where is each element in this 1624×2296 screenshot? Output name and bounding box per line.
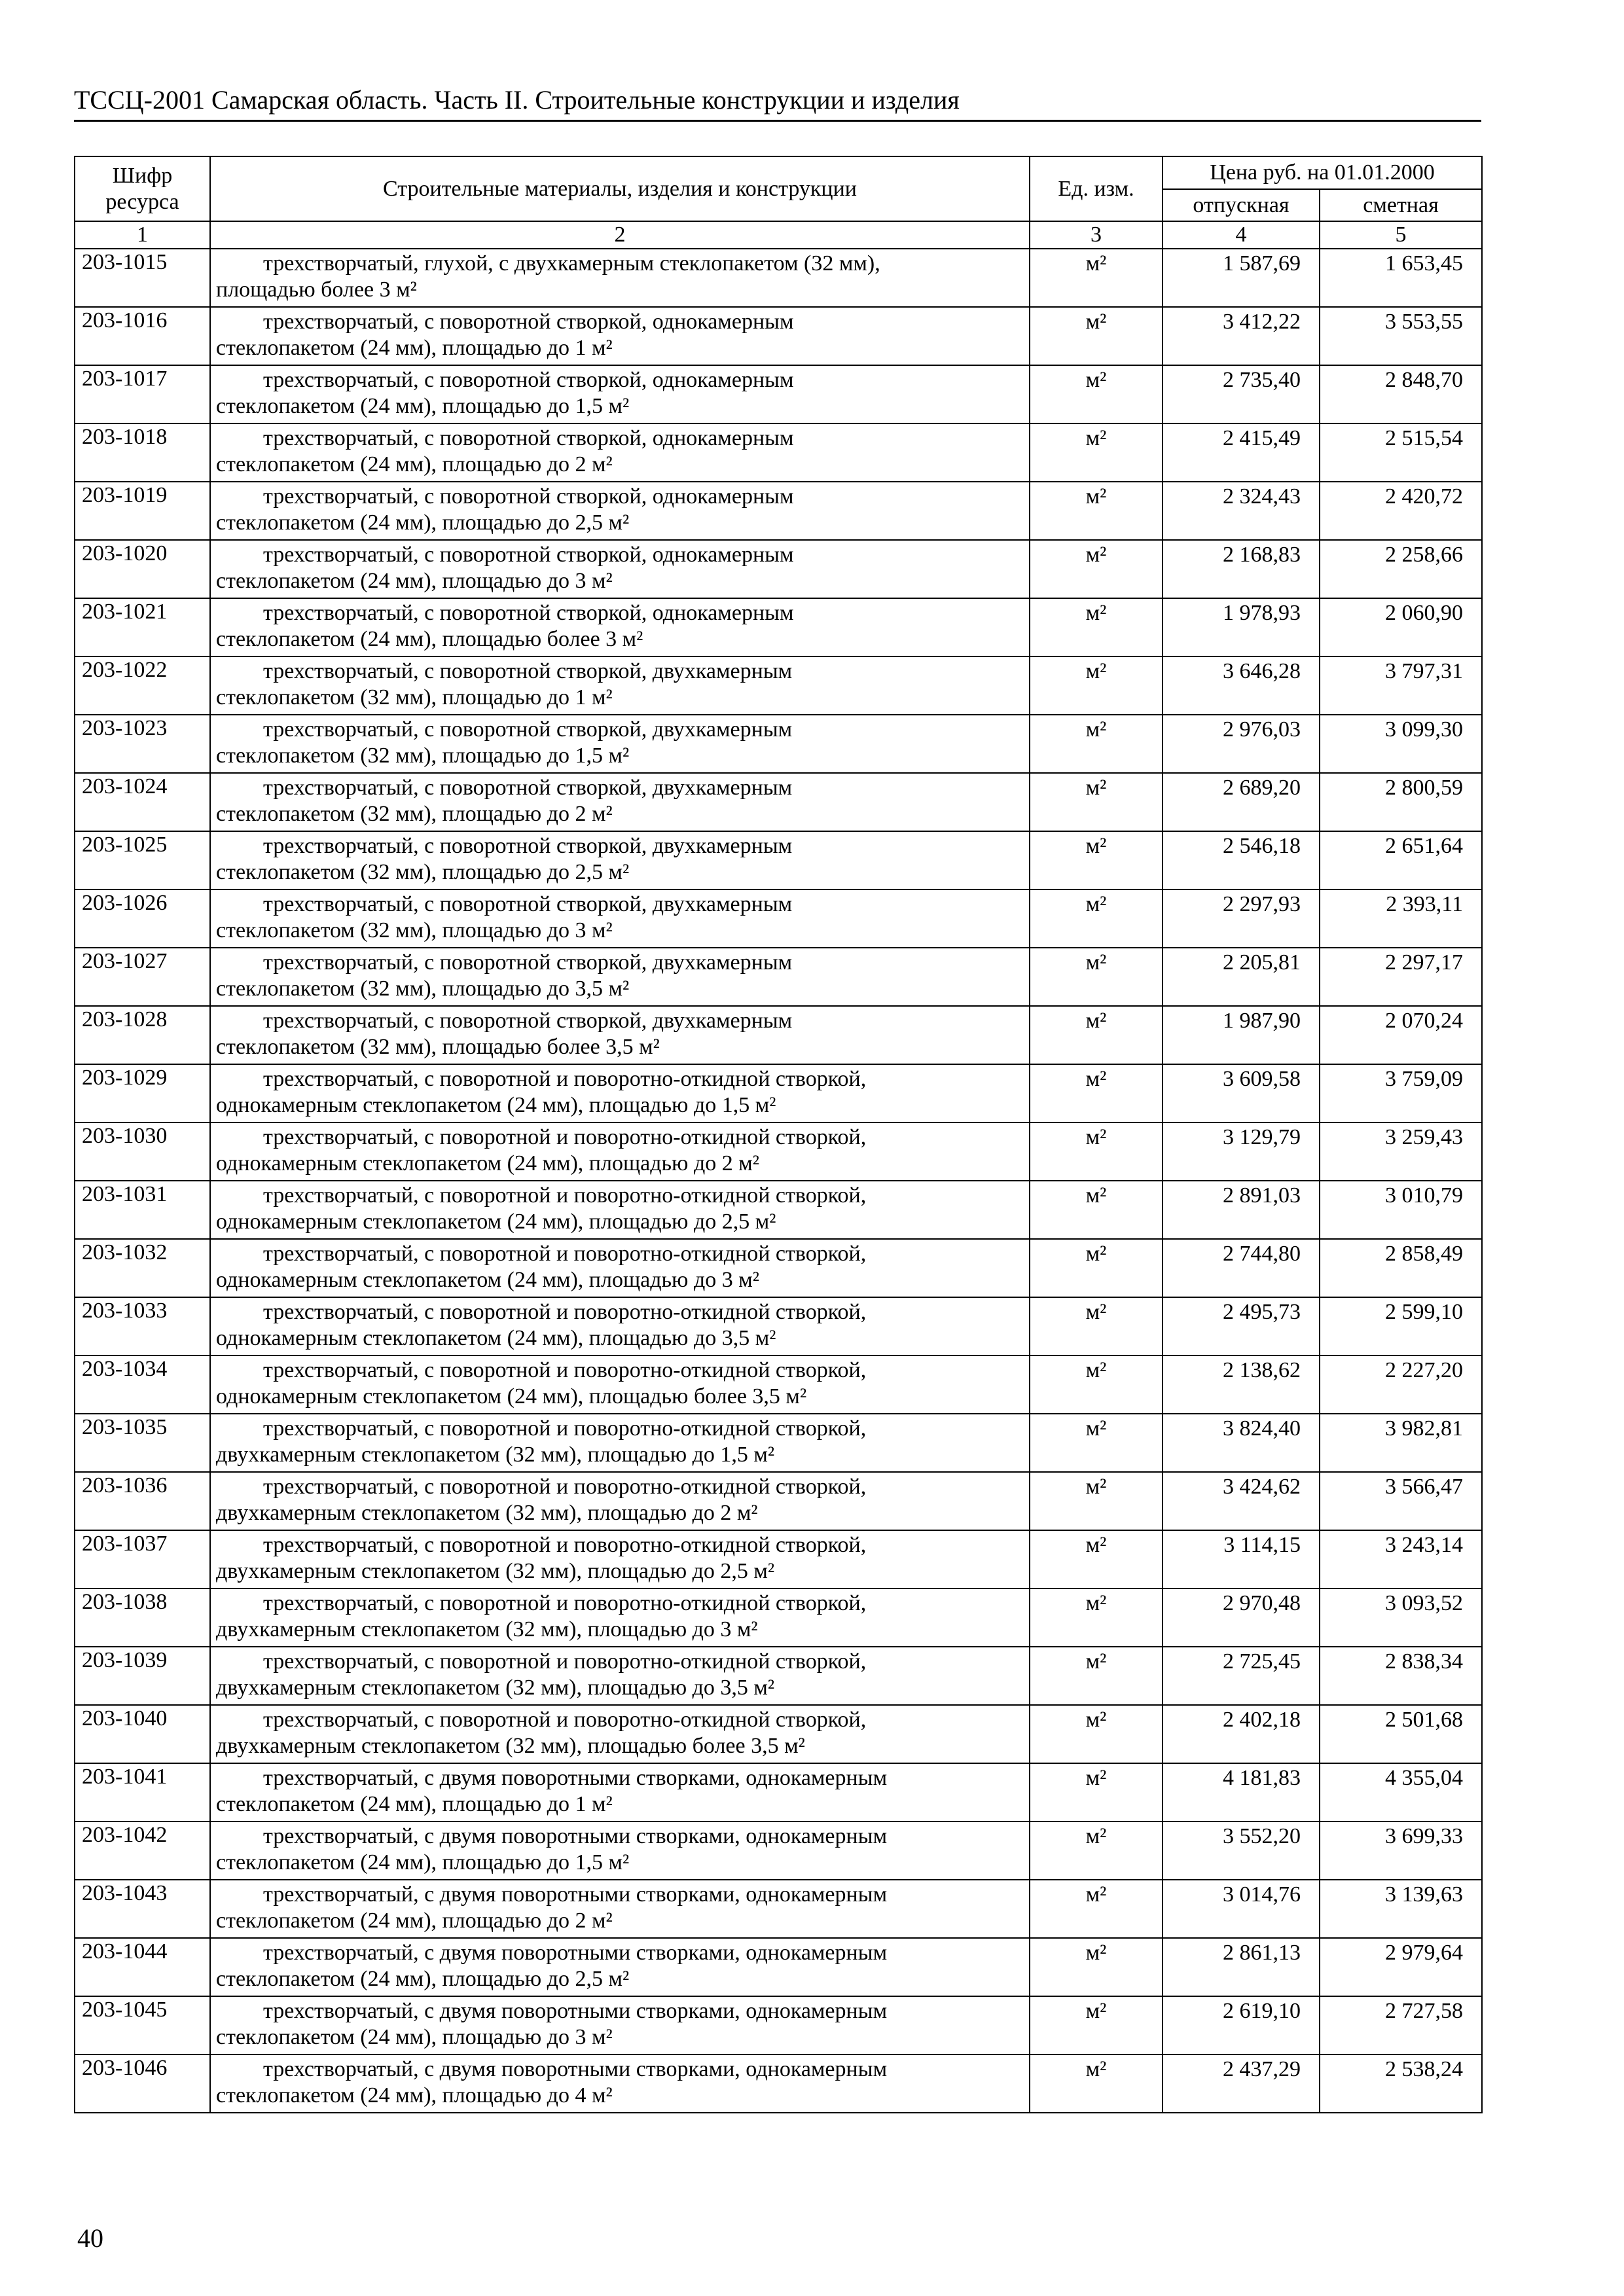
description-line: стеклопакетом (24 мм), площадью до 1,5 м² xyxy=(216,394,630,418)
estimate-price: 2 848,70 xyxy=(1320,365,1482,423)
header-release-price: отпускная xyxy=(1163,189,1320,221)
item-description xyxy=(210,889,1030,948)
header-unit: Ед. изм. xyxy=(1030,156,1163,221)
unit: м² xyxy=(1030,1938,1163,1996)
release-price: 2 324,43 xyxy=(1163,482,1320,540)
unit: м² xyxy=(1030,948,1163,1006)
estimate-price: 4 355,04 xyxy=(1320,1763,1482,1821)
description-line: трехстворчатый, с поворотной и поворотно-откидной створкой, xyxy=(263,1475,867,1499)
table-row xyxy=(75,1297,1482,1355)
resource-code: 203-1025 xyxy=(75,831,210,889)
estimate-price: 2 227,20 xyxy=(1320,1355,1482,1414)
description-line: трехстворчатый, с поворотной створкой, двухкамерным xyxy=(263,892,793,916)
unit: м² xyxy=(1030,1181,1163,1239)
estimate-price: 3 982,81 xyxy=(1320,1414,1482,1472)
header-name: Строительные материалы, изделия и конструкции xyxy=(210,156,1030,221)
estimate-price: 3 099,30 xyxy=(1320,715,1482,773)
release-price: 2 891,03 xyxy=(1163,1181,1320,1239)
estimate-price: 3 797,31 xyxy=(1320,656,1482,715)
table-row xyxy=(75,423,1482,482)
table-row xyxy=(75,1472,1482,1530)
description-line: однокамерным стеклопакетом (24 мм), площадью более 3,5 м² xyxy=(216,1384,807,1408)
description-line: двухкамерным стеклопакетом (32 мм), площадью до 3,5 м² xyxy=(216,1676,775,1700)
unit: м² xyxy=(1030,540,1163,598)
unit: м² xyxy=(1030,482,1163,540)
description-line: двухкамерным стеклопакетом (32 мм), площадью более 3,5 м² xyxy=(216,1734,805,1758)
description-line: трехстворчатый, с поворотной створкой, двухкамерным xyxy=(263,776,793,800)
estimate-price: 2 858,49 xyxy=(1320,1239,1482,1297)
estimate-price: 3 699,33 xyxy=(1320,1821,1482,1880)
estimate-price: 2 420,72 xyxy=(1320,482,1482,540)
estimate-price: 2 838,34 xyxy=(1320,1647,1482,1705)
unit: м² xyxy=(1030,1530,1163,1588)
resource-code: 203-1028 xyxy=(75,1006,210,1064)
description-line: трехстворчатый, с поворотной створкой, однокамерным xyxy=(263,601,794,625)
unit: м² xyxy=(1030,1064,1163,1122)
table-row xyxy=(75,307,1482,365)
unit: м² xyxy=(1030,656,1163,715)
description-line: однокамерным стеклопакетом (24 мм), площадью до 3 м² xyxy=(216,1268,759,1292)
release-price: 1 587,69 xyxy=(1163,249,1320,307)
estimate-price: 2 060,90 xyxy=(1320,598,1482,656)
unit: м² xyxy=(1030,1705,1163,1763)
description-line: стеклопакетом (32 мм), площадью до 1 м² xyxy=(216,685,613,709)
description-line: двухкамерным стеклопакетом (32 мм), площадью до 1,5 м² xyxy=(216,1443,775,1467)
unit: м² xyxy=(1030,423,1163,482)
document-header: ТССЦ-2001 Самарская область. Часть II. Строительные конструкции и изделия xyxy=(74,85,960,115)
release-price: 2 744,80 xyxy=(1163,1239,1320,1297)
description-line: двухкамерным стеклопакетом (32 мм), площадью до 2 м² xyxy=(216,1501,758,1525)
item-description xyxy=(210,307,1030,365)
description-line: трехстворчатый, с поворотной створкой, однокамерным xyxy=(263,543,794,567)
resource-code: 203-1027 xyxy=(75,948,210,1006)
column-number: 4 xyxy=(1163,221,1320,249)
item-description xyxy=(210,1821,1030,1880)
estimate-price: 2 515,54 xyxy=(1320,423,1482,482)
table-row xyxy=(75,1064,1482,1122)
resource-code: 203-1023 xyxy=(75,715,210,773)
estimate-price: 3 553,55 xyxy=(1320,307,1482,365)
description-line: площадью более 3 м² xyxy=(216,278,417,302)
item-description xyxy=(210,715,1030,773)
table-row xyxy=(75,2054,1482,2113)
release-price: 3 552,20 xyxy=(1163,1821,1320,1880)
description-line: трехстворчатый, с двумя поворотными створками, однокамерным xyxy=(263,1882,888,1907)
description-line: стеклопакетом (32 мм), площадью до 1,5 м² xyxy=(216,744,630,768)
resource-code: 203-1033 xyxy=(75,1297,210,1355)
estimate-price: 2 651,64 xyxy=(1320,831,1482,889)
unit: м² xyxy=(1030,1414,1163,1472)
unit: м² xyxy=(1030,1647,1163,1705)
release-price: 2 546,18 xyxy=(1163,831,1320,889)
header-estimate-price: сметная xyxy=(1320,189,1482,221)
estimate-price: 3 093,52 xyxy=(1320,1588,1482,1647)
description-line: стеклопакетом (24 мм), площадью до 2 м² xyxy=(216,452,613,476)
estimate-price: 2 979,64 xyxy=(1320,1938,1482,1996)
table-row xyxy=(75,1530,1482,1588)
estimate-price: 2 070,24 xyxy=(1320,1006,1482,1064)
column-number: 2 xyxy=(210,221,1030,249)
release-price: 2 168,83 xyxy=(1163,540,1320,598)
resource-code: 203-1030 xyxy=(75,1122,210,1181)
release-price: 2 861,13 xyxy=(1163,1938,1320,1996)
item-description xyxy=(210,423,1030,482)
description-line: трехстворчатый, с поворотной и поворотно-откидной створкой, xyxy=(263,1067,867,1091)
item-description xyxy=(210,1006,1030,1064)
unit: м² xyxy=(1030,1588,1163,1647)
unit: м² xyxy=(1030,2054,1163,2113)
description-line: трехстворчатый, с поворотной и поворотно-откидной створкой, xyxy=(263,1300,867,1324)
release-price: 3 824,40 xyxy=(1163,1414,1320,1472)
item-description xyxy=(210,482,1030,540)
unit: м² xyxy=(1030,831,1163,889)
description-line: трехстворчатый, с двумя поворотными створками, однокамерным xyxy=(263,1824,888,1848)
header-price-group: Цена руб. на 01.01.2000 xyxy=(1163,156,1482,189)
estimate-price: 2 297,17 xyxy=(1320,948,1482,1006)
resource-code: 203-1016 xyxy=(75,307,210,365)
description-line: трехстворчатый, с поворотной створкой, однокамерным xyxy=(263,368,794,392)
resource-code: 203-1036 xyxy=(75,1472,210,1530)
item-description xyxy=(210,1355,1030,1414)
release-price: 2 619,10 xyxy=(1163,1996,1320,2054)
item-description xyxy=(210,2054,1030,2113)
table-row xyxy=(75,1414,1482,1472)
table-row xyxy=(75,1647,1482,1705)
description-line: трехстворчатый, глухой, с двухкамерным стеклопакетом (32 мм), xyxy=(263,251,880,276)
item-description xyxy=(210,656,1030,715)
table-row xyxy=(75,365,1482,423)
unit: м² xyxy=(1030,598,1163,656)
release-price: 2 205,81 xyxy=(1163,948,1320,1006)
unit: м² xyxy=(1030,1297,1163,1355)
description-line: однокамерным стеклопакетом (24 мм), площадью до 1,5 м² xyxy=(216,1093,776,1117)
release-price: 2 970,48 xyxy=(1163,1588,1320,1647)
item-description xyxy=(210,1064,1030,1122)
description-line: двухкамерным стеклопакетом (32 мм), площадью до 2,5 м² xyxy=(216,1559,775,1583)
estimate-price: 2 258,66 xyxy=(1320,540,1482,598)
table-row xyxy=(75,1006,1482,1064)
estimate-price: 3 259,43 xyxy=(1320,1122,1482,1181)
table-body xyxy=(75,249,1482,2113)
item-description xyxy=(210,1472,1030,1530)
unit: м² xyxy=(1030,1355,1163,1414)
table-row xyxy=(75,948,1482,1006)
description-line: стеклопакетом (24 мм), площадью до 1,5 м² xyxy=(216,1850,630,1874)
table-row xyxy=(75,1880,1482,1938)
description-line: трехстворчатый, с поворотной створкой, двухкамерным xyxy=(263,659,793,683)
unit: м² xyxy=(1030,1996,1163,2054)
description-line: стеклопакетом (24 мм), площадью до 3 м² xyxy=(216,569,613,593)
resource-code: 203-1029 xyxy=(75,1064,210,1122)
table-row xyxy=(75,773,1482,831)
table-row xyxy=(75,656,1482,715)
release-price: 3 412,22 xyxy=(1163,307,1320,365)
estimate-price: 2 501,68 xyxy=(1320,1705,1482,1763)
description-line: стеклопакетом (24 мм), площадью до 1 м² xyxy=(216,1792,613,1816)
table-row xyxy=(75,1821,1482,1880)
unit: м² xyxy=(1030,365,1163,423)
description-line: стеклопакетом (24 мм), площадью до 4 м² xyxy=(216,2083,613,2108)
table-row xyxy=(75,1938,1482,1996)
description-line: трехстворчатый, с поворотной и поворотно-откидной створкой, xyxy=(263,1125,867,1149)
description-line: трехстворчатый, с двумя поворотными створками, однокамерным xyxy=(263,1941,888,1965)
release-price: 2 495,73 xyxy=(1163,1297,1320,1355)
description-line: трехстворчатый, с поворотной и поворотно-откидной створкой, xyxy=(263,1416,867,1441)
item-description xyxy=(210,1588,1030,1647)
release-price: 2 976,03 xyxy=(1163,715,1320,773)
table-row xyxy=(75,1355,1482,1414)
unit: м² xyxy=(1030,715,1163,773)
item-description xyxy=(210,1763,1030,1821)
item-description xyxy=(210,831,1030,889)
description-line: трехстворчатый, с двумя поворотными створками, однокамерным xyxy=(263,1766,888,1790)
estimate-price: 3 139,63 xyxy=(1320,1880,1482,1938)
release-price: 3 609,58 xyxy=(1163,1064,1320,1122)
item-description xyxy=(210,1181,1030,1239)
description-line: трехстворчатый, с поворотной створкой, двухкамерным xyxy=(263,717,793,742)
item-description xyxy=(210,1414,1030,1472)
description-line: стеклопакетом (32 мм), площадью до 2 м² xyxy=(216,802,613,826)
description-line: стеклопакетом (24 мм), площадью до 3 м² xyxy=(216,2025,613,2049)
resource-code: 203-1044 xyxy=(75,1938,210,1996)
resource-code: 203-1031 xyxy=(75,1181,210,1239)
item-description xyxy=(210,1705,1030,1763)
item-description xyxy=(210,1647,1030,1705)
description-line: трехстворчатый, с поворотной и поворотно-откидной створкой, xyxy=(263,1591,867,1615)
description-line: стеклопакетом (24 мм), площадью до 1 м² xyxy=(216,336,613,360)
release-price: 2 735,40 xyxy=(1163,365,1320,423)
table-row xyxy=(75,1239,1482,1297)
description-line: трехстворчатый, с поворотной и поворотно-откидной створкой, xyxy=(263,1183,867,1208)
table-row xyxy=(75,482,1482,540)
column-number: 3 xyxy=(1030,221,1163,249)
table-row xyxy=(75,598,1482,656)
estimate-price: 3 759,09 xyxy=(1320,1064,1482,1122)
column-number: 1 xyxy=(75,221,210,249)
resource-code: 203-1045 xyxy=(75,1996,210,2054)
description-line: трехстворчатый, с поворотной и поворотно-откидной створкой, xyxy=(263,1708,867,1732)
resource-code: 203-1040 xyxy=(75,1705,210,1763)
unit: м² xyxy=(1030,1006,1163,1064)
table-row xyxy=(75,889,1482,948)
item-description xyxy=(210,773,1030,831)
estimate-price: 2 538,24 xyxy=(1320,2054,1482,2113)
description-line: трехстворчатый, с поворотной створкой, однокамерным xyxy=(263,426,794,450)
table-row xyxy=(75,1996,1482,2054)
item-description xyxy=(210,540,1030,598)
release-price: 3 114,15 xyxy=(1163,1530,1320,1588)
item-description xyxy=(210,249,1030,307)
unit: м² xyxy=(1030,307,1163,365)
description-line: стеклопакетом (24 мм), площадью более 3 м² xyxy=(216,627,643,651)
table-row xyxy=(75,1588,1482,1647)
description-line: стеклопакетом (24 мм), площадью до 2,5 м² xyxy=(216,1967,630,1991)
unit: м² xyxy=(1030,889,1163,948)
table-row xyxy=(75,715,1482,773)
description-line: двухкамерным стеклопакетом (32 мм), площадью до 3 м² xyxy=(216,1617,758,1641)
header-code: Шифр ресурса xyxy=(75,156,210,221)
description-line: трехстворчатый, с поворотной и поворотно-откидной створкой, xyxy=(263,1533,867,1557)
item-description xyxy=(210,1530,1030,1588)
description-line: стеклопакетом (24 мм), площадью до 2,5 м² xyxy=(216,511,630,535)
resource-code: 203-1026 xyxy=(75,889,210,948)
page-number: 40 xyxy=(77,2223,103,2253)
item-description xyxy=(210,1239,1030,1297)
description-line: трехстворчатый, с поворотной створкой, однокамерным xyxy=(263,484,794,509)
item-description xyxy=(210,598,1030,656)
estimate-price: 2 599,10 xyxy=(1320,1297,1482,1355)
resource-code: 203-1021 xyxy=(75,598,210,656)
release-price: 3 014,76 xyxy=(1163,1880,1320,1938)
resource-code: 203-1015 xyxy=(75,249,210,307)
estimate-price: 1 653,45 xyxy=(1320,249,1482,307)
resource-code: 203-1037 xyxy=(75,1530,210,1588)
table-row xyxy=(75,540,1482,598)
release-price: 2 138,62 xyxy=(1163,1355,1320,1414)
resource-code: 203-1039 xyxy=(75,1647,210,1705)
table-row xyxy=(75,249,1482,307)
item-description xyxy=(210,1996,1030,2054)
description-line: стеклопакетом (32 мм), площадью до 3 м² xyxy=(216,918,613,942)
description-line: стеклопакетом (32 мм), площадью до 3,5 м² xyxy=(216,977,630,1001)
resource-code: 203-1046 xyxy=(75,2054,210,2113)
resource-code: 203-1019 xyxy=(75,482,210,540)
estimate-price: 2 727,58 xyxy=(1320,1996,1482,2054)
item-description xyxy=(210,948,1030,1006)
resource-code: 203-1020 xyxy=(75,540,210,598)
price-table xyxy=(74,156,1483,2113)
unit: м² xyxy=(1030,249,1163,307)
release-price: 2 415,49 xyxy=(1163,423,1320,482)
unit: м² xyxy=(1030,1472,1163,1530)
description-line: стеклопакетом (24 мм), площадью до 2 м² xyxy=(216,1909,613,1933)
release-price: 2 297,93 xyxy=(1163,889,1320,948)
release-price: 1 987,90 xyxy=(1163,1006,1320,1064)
resource-code: 203-1034 xyxy=(75,1355,210,1414)
estimate-price: 3 243,14 xyxy=(1320,1530,1482,1588)
resource-code: 203-1017 xyxy=(75,365,210,423)
unit: м² xyxy=(1030,1880,1163,1938)
unit: м² xyxy=(1030,1821,1163,1880)
table-row xyxy=(75,1181,1482,1239)
release-price: 3 424,62 xyxy=(1163,1472,1320,1530)
unit: м² xyxy=(1030,1122,1163,1181)
release-price: 2 437,29 xyxy=(1163,2054,1320,2113)
description-line: трехстворчатый, с двумя поворотными створками, однокамерным xyxy=(263,2057,888,2081)
item-description xyxy=(210,1880,1030,1938)
item-description xyxy=(210,1297,1030,1355)
release-price: 2 689,20 xyxy=(1163,773,1320,831)
table-row xyxy=(75,1122,1482,1181)
release-price: 3 646,28 xyxy=(1163,656,1320,715)
release-price: 3 129,79 xyxy=(1163,1122,1320,1181)
estimate-price: 2 800,59 xyxy=(1320,773,1482,831)
unit: м² xyxy=(1030,1239,1163,1297)
description-line: однокамерным стеклопакетом (24 мм), площадью до 2 м² xyxy=(216,1151,759,1175)
item-description xyxy=(210,365,1030,423)
estimate-price: 3 010,79 xyxy=(1320,1181,1482,1239)
item-description xyxy=(210,1938,1030,1996)
description-line: трехстворчатый, с поворотной створкой, двухкамерным xyxy=(263,834,793,858)
table-row xyxy=(75,831,1482,889)
release-price: 2 725,45 xyxy=(1163,1647,1320,1705)
resource-code: 203-1022 xyxy=(75,656,210,715)
description-line: трехстворчатый, с поворотной и поворотно-откидной створкой, xyxy=(263,1242,867,1266)
description-line: трехстворчатый, с поворотной створкой, двухкамерным xyxy=(263,950,793,975)
table-row xyxy=(75,1763,1482,1821)
description-line: трехстворчатый, с поворотной створкой, двухкамерным xyxy=(263,1009,793,1033)
release-price: 2 402,18 xyxy=(1163,1705,1320,1763)
resource-code: 203-1024 xyxy=(75,773,210,831)
description-line: трехстворчатый, с поворотной створкой, однокамерным xyxy=(263,310,794,334)
unit: м² xyxy=(1030,773,1163,831)
resource-code: 203-1042 xyxy=(75,1821,210,1880)
description-line: однокамерным стеклопакетом (24 мм), площадью до 3,5 м² xyxy=(216,1326,776,1350)
resource-code: 203-1032 xyxy=(75,1239,210,1297)
unit: м² xyxy=(1030,1763,1163,1821)
resource-code: 203-1038 xyxy=(75,1588,210,1647)
description-line: трехстворчатый, с поворотной и поворотно-откидной створкой, xyxy=(263,1358,867,1382)
release-price: 4 181,83 xyxy=(1163,1763,1320,1821)
item-description xyxy=(210,1122,1030,1181)
column-number: 5 xyxy=(1320,221,1482,249)
resource-code: 203-1035 xyxy=(75,1414,210,1472)
table-row xyxy=(75,1705,1482,1763)
resource-code: 203-1018 xyxy=(75,423,210,482)
description-line: трехстворчатый, с поворотной и поворотно-откидной створкой, xyxy=(263,1649,867,1674)
description-line: трехстворчатый, с двумя поворотными створками, однокамерным xyxy=(263,1999,888,2023)
description-line: стеклопакетом (32 мм), площадью более 3,5 м² xyxy=(216,1035,660,1059)
header-rule xyxy=(74,120,1481,122)
release-price: 1 978,93 xyxy=(1163,598,1320,656)
estimate-price: 2 393,11 xyxy=(1320,889,1482,948)
resource-code: 203-1041 xyxy=(75,1763,210,1821)
estimate-price: 3 566,47 xyxy=(1320,1472,1482,1530)
description-line: стеклопакетом (32 мм), площадью до 2,5 м² xyxy=(216,860,630,884)
description-line: однокамерным стеклопакетом (24 мм), площадью до 2,5 м² xyxy=(216,1210,776,1234)
resource-code: 203-1043 xyxy=(75,1880,210,1938)
